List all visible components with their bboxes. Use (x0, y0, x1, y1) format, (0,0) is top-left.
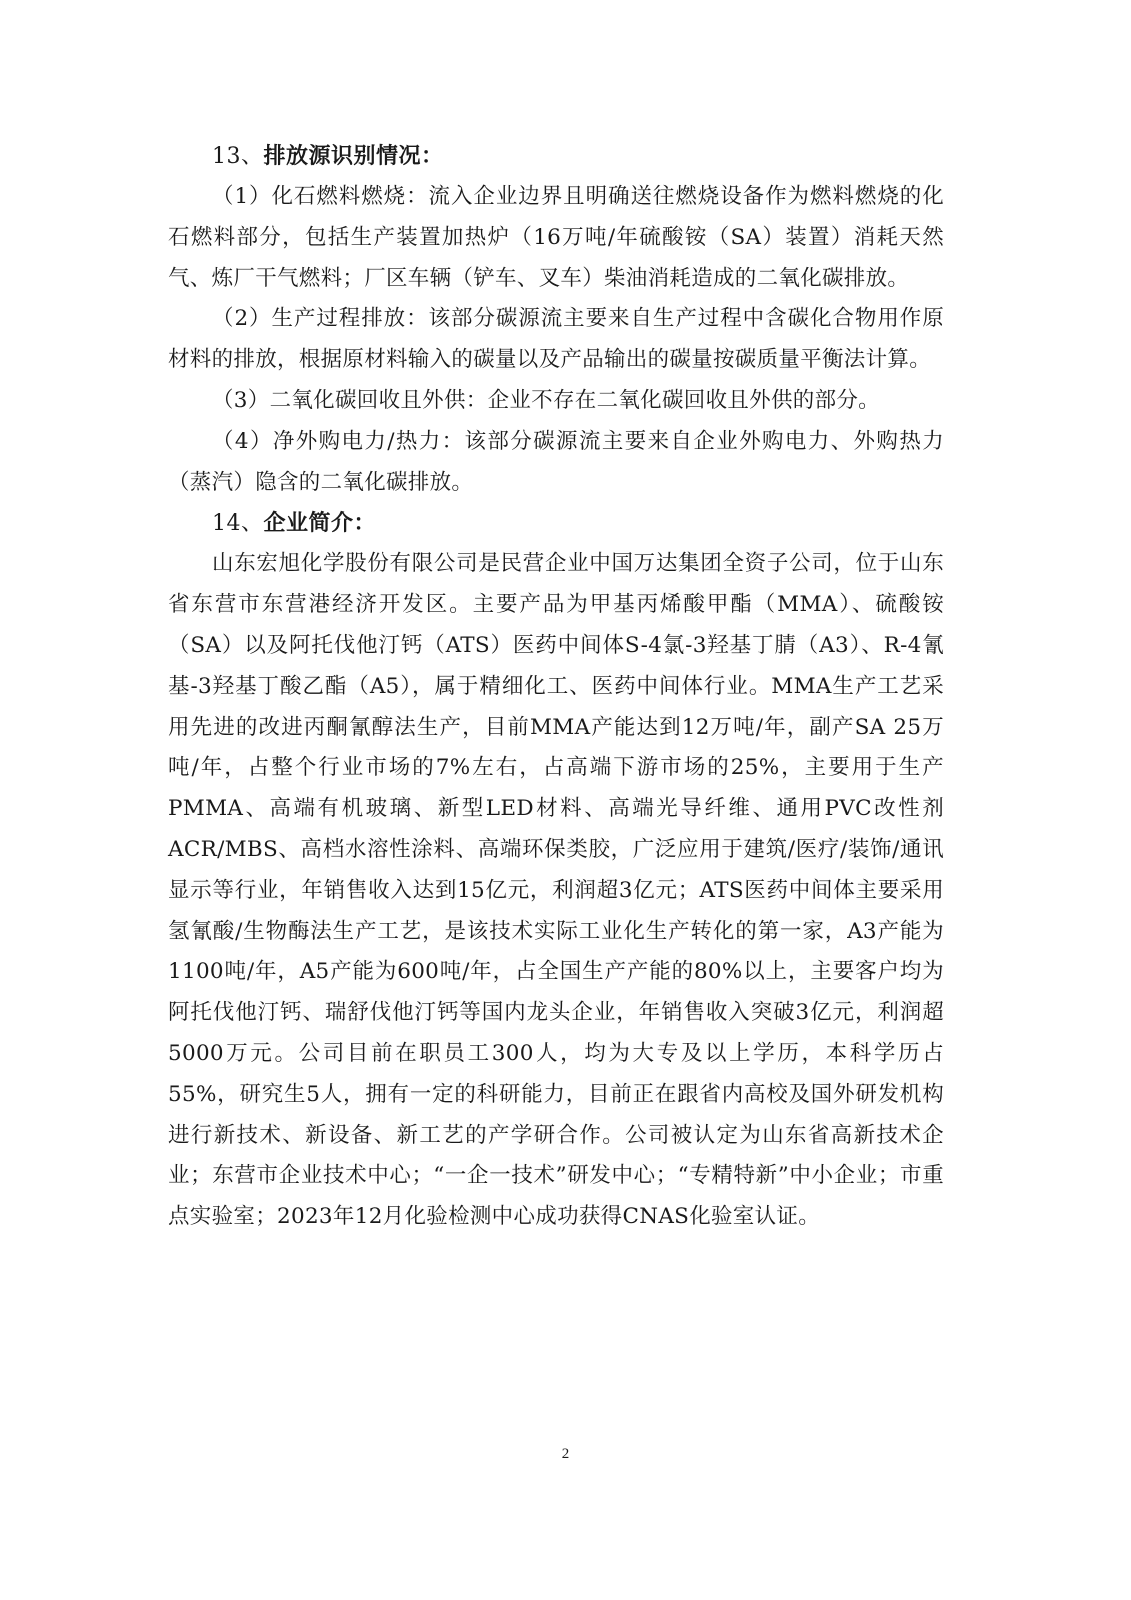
section-13-title: 排放源识别情况： (263, 143, 444, 169)
page-number: 2 (561, 1446, 570, 1462)
emission-item-4: （4）净外购电力/热力：该部分碳源流主要来自企业外购电力、外购热力（蒸汽）隐含的二氧化碳排放。 (168, 428, 944, 495)
section-14-title: 企业简介： (263, 510, 377, 537)
section-13-number: 13、 (212, 144, 264, 169)
emission-item-1: （1）化石燃料燃烧：流入企业边界且明确送往燃烧设备作为燃料燃烧的化石燃料部分，包括生产装置加热炉（16万吨/年硫酸铵（SA）装置）消耗天然气、炼厂干气燃料；厂区车辆（铲车、叉车）柴油消耗造成的二氧化碳排放。 (168, 184, 944, 291)
emission-item-2: （2）生产过程排放：该部分碳源流主要来自生产过程中含碳化合物用作原材料的排放，根据原材料输入的碳量以及产品输出的碳量按碳质量平衡法计算。 (168, 306, 944, 373)
section-14-number: 14、 (212, 511, 264, 537)
company-profile-paragraph: 山东宏旭化学股份有限公司是民营企业中国万达集团全资子公司，位于山东省东营市东营港经济开发区。主要产品为甲基丙烯酸甲酯（MMA）、硫酸铵（SA）以及阿托伐他汀钙（ATS）医药中间体S-4氯-3羟基丁腈（A3）、R-4氰基-3羟基丁酸乙酯（A5），属于精细化工、医药中间体行业。MMA生产工艺采用先进的改进丙酮氰醇法生产，目前MMA产能达到12万吨/年，副产SA 25万吨/年，占整个行业市场的7%左右，占高端下游市场的25%，主要用于生产PMMA、高端有机玻璃、新型LED材料、高端光导纤维、通用PVC改性剂ACR/MBS、高档水溶性涂料、高端环保类胶，广泛应用于建筑/医疗/装饰/通讯显示等行业，年销售收入达到15亿元，利润超3亿元；ATS医药中间体主要采用氢氰酸/生物酶法生产工艺，是该技术实际工业化生产转化的第一家，A3产能为1100吨/年，A5产能为600吨/年，占全国生产产能的80%以上，主要客户均为阿托伐他汀钙、瑞舒伐他汀钙等国内龙头企业，年销售收入突破3亿元，利润超5000万元。公司目前在职员工300人，均为大专及以上学历，本科学历占55%，研究生5人，拥有一定的科研能力，目前正在跟省内高校及国外研发机构进行新技术、新设备、新工艺的产学研合作。公司被认定为山东省高新技术企业；东营市企业技术中心；“一企一技术”研发中心；“专精特新”中小企业；市重点实验室；2023年12月化验检测中心成功获得CNAS化验室认证。 (168, 551, 944, 1230)
emission-item-3: （3）二氧化碳回收且外供：企业不存在二氧化碳回收且外供的部分。 (212, 387, 880, 413)
section-14-heading (168, 503, 944, 544)
section-13-heading (168, 136, 944, 177)
document-body (168, 136, 944, 1238)
